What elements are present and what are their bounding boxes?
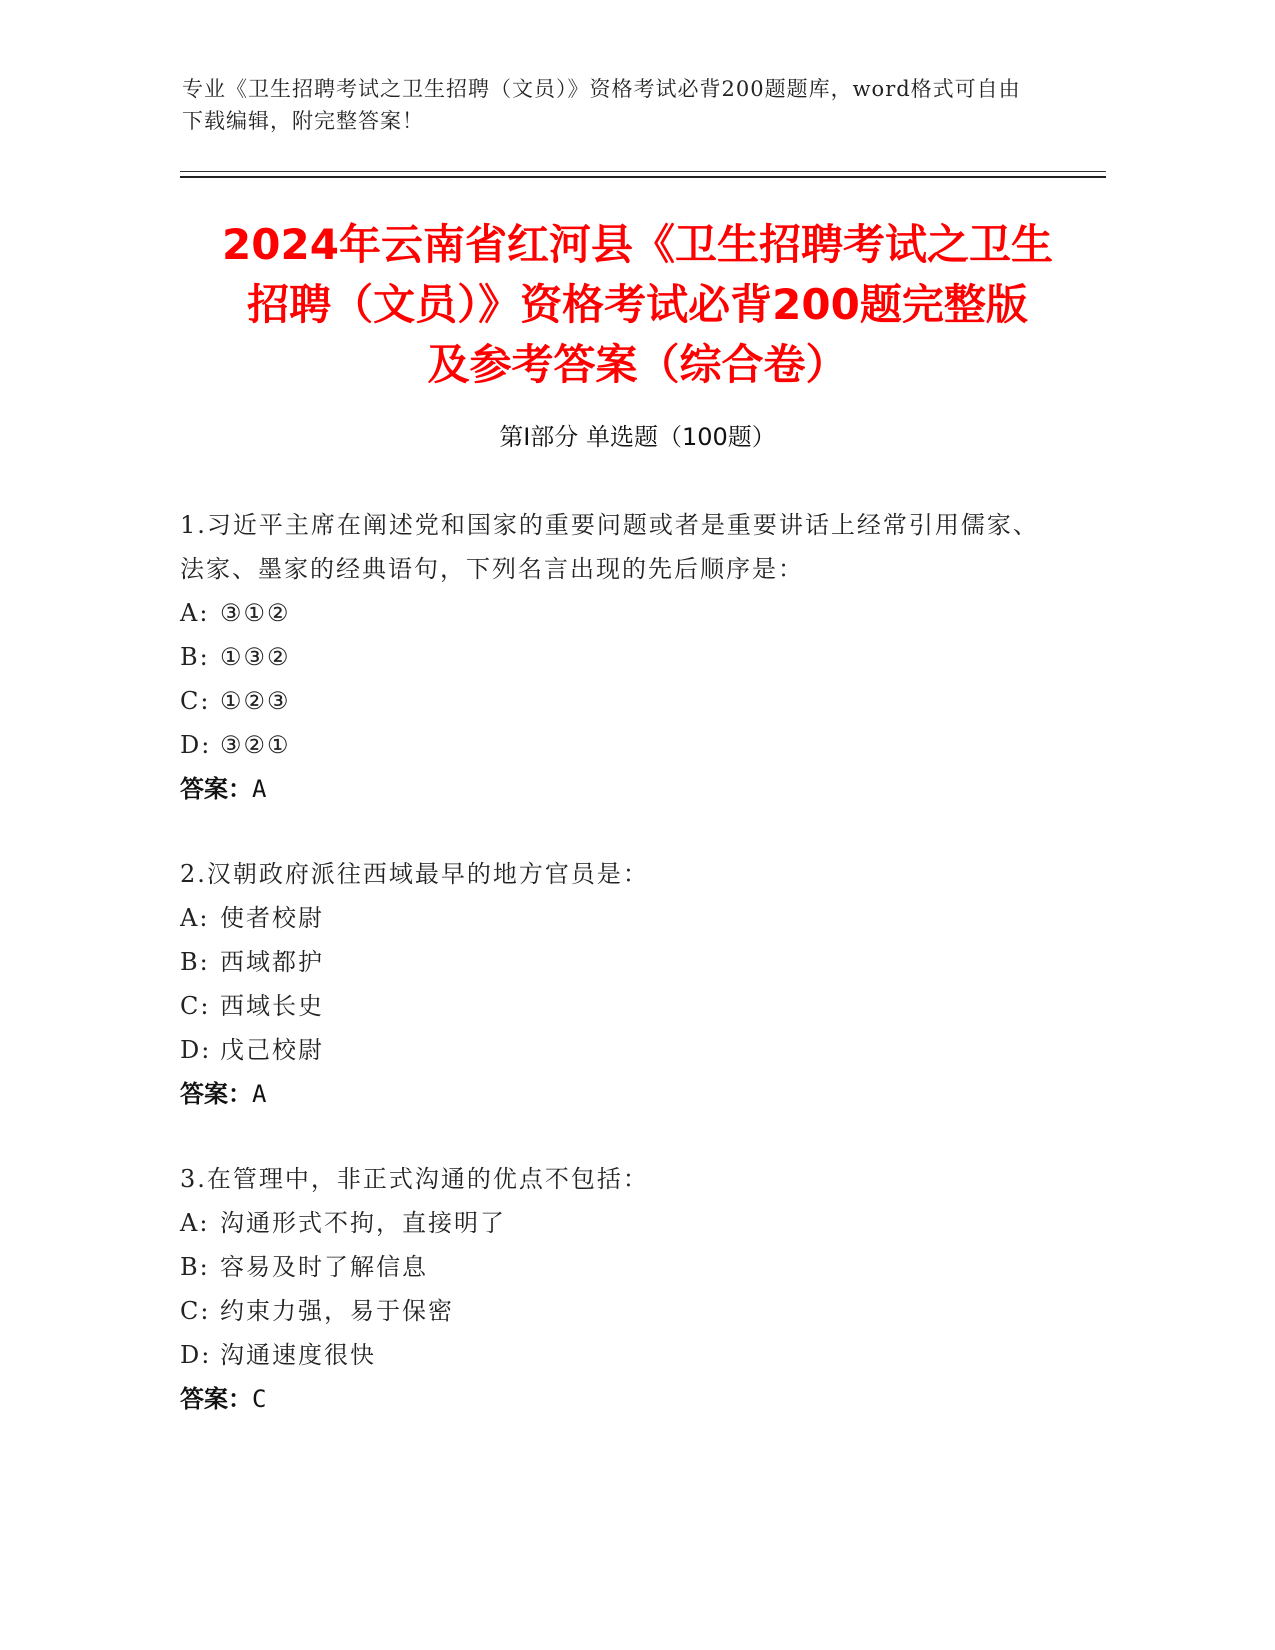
option-b [180,940,1040,984]
option-letter: D: [180,731,212,759]
question-stem: 2.汉朝政府派往西域最早的地方官员是： [180,860,649,888]
question-stem: 1.习近平主席在阐述党和国家的重要问题或者是重要讲话上经常引用儒家、法家、墨家的经典语句，下列名言出现的先后顺序是： [180,511,1039,583]
answer-value: C [252,1385,267,1413]
header-divider-thick [180,176,1106,178]
option-text: ①②③ [220,687,291,715]
option-letter: B: [180,643,210,671]
header-divider-thin [180,171,1106,172]
question-item [180,1157,1040,1421]
question-item [180,503,1040,811]
option-text: 约束力强，易于保密 [220,1297,454,1325]
answer-line [180,1377,1040,1421]
title-line: 2024年云南省红河县《卫生招聘考试之卫生 [222,220,1053,269]
answer-label: 答案： [180,1385,252,1413]
option-b [180,1245,1040,1289]
option-letter: A: [180,904,210,932]
question-stem: 3.在管理中，非正式沟通的优点不包括： [180,1165,649,1193]
option-text: 沟通速度很快 [220,1341,376,1369]
answer-label: 答案： [180,775,252,803]
option-letter: C: [180,1297,211,1325]
option-d [180,1333,1040,1377]
question-item [180,852,1040,1116]
title-line: 及参考答案（综合卷） [427,340,848,389]
answer-value: A [252,1080,267,1108]
option-a [180,591,1040,635]
option-d [180,723,1040,767]
answer-label: 答案： [180,1080,252,1108]
option-c [180,1289,1040,1333]
option-letter: B: [180,1253,210,1281]
option-letter: D: [180,1036,212,1064]
answer-value: A [252,775,267,803]
option-a [180,1201,1040,1245]
option-text: ①③② [220,643,291,671]
option-letter: A: [180,1209,210,1237]
answer-line [180,767,1040,811]
answer-line [180,1072,1040,1116]
option-text: ③②① [220,731,291,759]
option-letter: C: [180,992,211,1020]
option-d [180,1028,1040,1072]
option-letter: B: [180,948,210,976]
document-title [150,215,1125,395]
option-text: 使者校尉 [220,904,324,932]
option-letter: C: [180,687,211,715]
option-a [180,896,1040,940]
question-list [180,503,1040,1462]
option-text: 容易及时了解信息 [220,1253,428,1281]
option-letter: A: [180,599,210,627]
option-letter: D: [180,1341,212,1369]
option-c [180,984,1040,1028]
option-text: 西域都护 [220,948,324,976]
option-text: 戊己校尉 [220,1036,324,1064]
header-note: 专业《卫生招聘考试之卫生招聘（文员）》资格考试必背200题题库，word格式可自由下载编辑，附完整答案！ [182,77,1021,133]
option-b [180,635,1040,679]
title-line: 招聘（文员）》资格考试必背200题完整版 [247,280,1028,329]
option-text: 沟通形式不拘，直接明了 [220,1209,506,1237]
option-text: 西域长史 [220,992,324,1020]
option-c [180,679,1040,723]
section-heading: 第I部分 单选题（100题） [499,423,776,451]
option-text: ③①② [220,599,291,627]
